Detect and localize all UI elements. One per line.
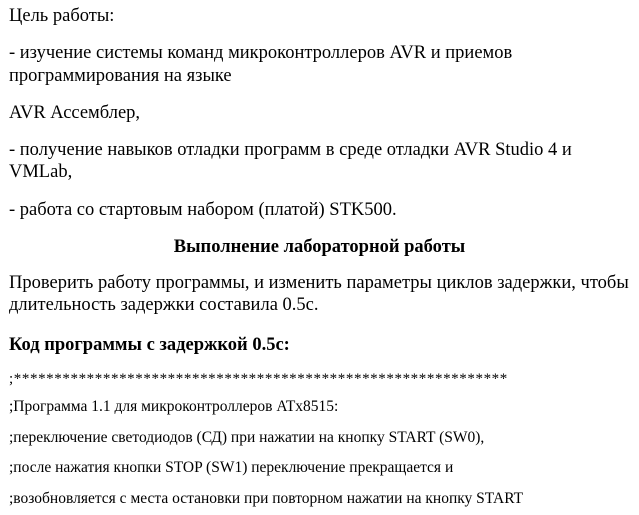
section-title: Выполнение лабораторной работы	[173, 237, 466, 257]
goal-item-3: - работа со стартовым набором (платой) STK500.	[9, 200, 397, 220]
goal-item-1-line-2: программирования на языке	[9, 66, 232, 86]
goal-heading: Цель работы:	[9, 6, 115, 26]
code-line-separator: ;*************************************************************	[9, 371, 508, 387]
code-line-description-2: ;после нажатия кнопки STOP (SW1) переключение прекращается и	[9, 459, 454, 476]
code-line-description-1: ;переключение светодиодов (СД) при нажатии на кнопку START (SW0),	[9, 429, 485, 446]
task-text: Проверить работу программы, и изменить параметры циклов задержки, чтобы длительность задержки составила 0.5с.	[9, 273, 629, 315]
goal-item-1-line-3: AVR Ассемблер,	[9, 103, 141, 123]
code-line-program-title: ;Программа 1.1 для микроконтроллеров ATx8515:	[9, 398, 339, 415]
code-line-description-3: ;возобновляется с места остановки при повторном нажатии на кнопку START	[9, 490, 524, 507]
goal-item-2: - получение навыков отладки программ в среде отладки AVR Studio 4 и VMLab,	[9, 140, 572, 182]
goal-item-1-line-1: - изучение системы команд микроконтроллеров AVR и приемов	[9, 43, 513, 63]
code-heading: Код программы с задержкой 0.5с:	[9, 335, 290, 355]
